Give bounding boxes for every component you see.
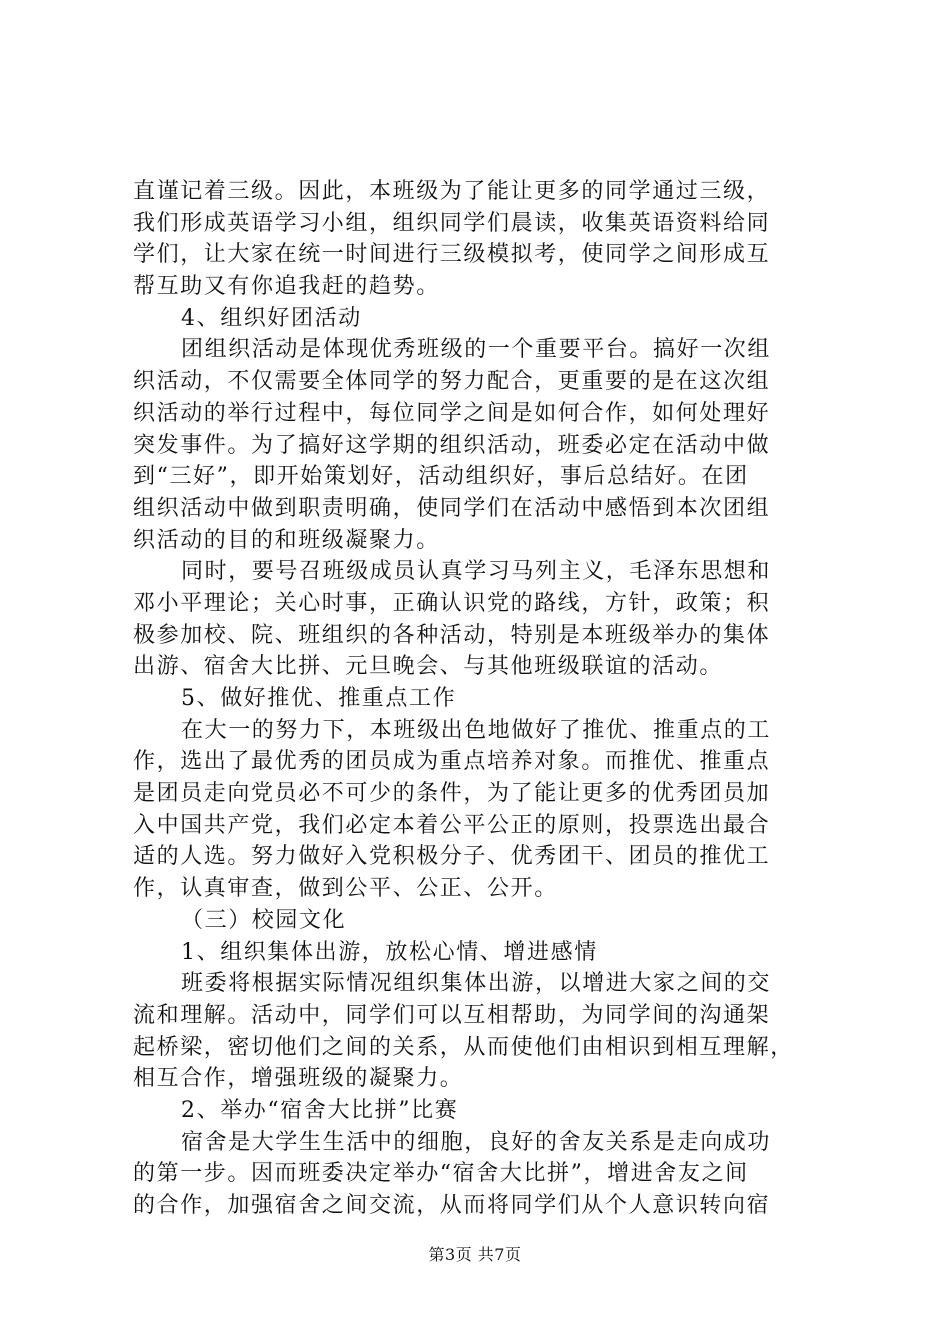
text-line: 组织活动中做到职责明确，使同学们在活动中感悟到本次团组 xyxy=(133,495,771,521)
text-line: 在大一的努力下，本班级出色地做好了推优、推重点的工 xyxy=(181,717,772,743)
text-line: 织活动的目的和班级凝聚力。 xyxy=(133,527,440,553)
text-line: 我们形成英语学习小组，组织同学们晨读，收集英语资料给同 xyxy=(133,210,771,236)
text-line: 作，认真审查，做到公平、公正、公开。 xyxy=(133,876,558,902)
text-line: 4、组织好团活动 xyxy=(181,305,362,331)
text-line: （三）校园文化 xyxy=(181,907,347,933)
text-line: 作，选出了最优秀的团员成为重点培养对象。而推优、推重点 xyxy=(133,749,771,775)
text-line: 适的人选。努力做好入党积极分子、优秀团干、团员的推优工 xyxy=(133,844,771,870)
text-line: 织活动，不仅需要全体同学的努力配合，更重要的是在这次组 xyxy=(133,369,771,395)
text-line: 1、组织集体出游，放松心情、增进感情 xyxy=(181,939,598,965)
text-line: 团组织活动是体现优秀班级的一个重要平台。搞好一次组 xyxy=(181,337,772,363)
text-line: 到“三好”，即开始策划好，活动组织好，事后总结好。在团 xyxy=(133,464,749,490)
text-line: 起桥梁，密切他们之间的关系，从而使他们由相识到相互理解， xyxy=(133,1034,794,1060)
document-body xyxy=(133,176,833,1222)
text-line: 入中国共产党，我们必定本着公平公正的原则，投票选出最合 xyxy=(133,812,771,838)
text-line: 是团员走向党员必不可少的条件，为了能让更多的优秀团员加 xyxy=(133,781,771,807)
text-line: 的合作，加强宿舍之间交流，从而将同学们从个人意识转向宿 xyxy=(133,1193,771,1218)
text-line: 极参加校、院、班组织的各种活动，特别是本班级举办的集体 xyxy=(133,622,771,648)
text-line: 邓小平理论；关心时事，正确认识党的路线，方针，政策；积 xyxy=(133,590,771,616)
text-line: 2、举办“宿舍大比拼”比赛 xyxy=(181,1097,459,1123)
text-line: 学们，让大家在统一时间进行三级模拟考，使同学之间形成互 xyxy=(133,242,771,268)
text-line: 直谨记着三级。因此，本班级为了能让更多的同学通过三级， xyxy=(133,179,771,204)
text-line: 5、做好推优、推重点工作 xyxy=(181,686,457,711)
page-footer: 第3页 共7页 xyxy=(428,1245,522,1264)
text-line: 宿舍是大学生生活中的细胞，良好的舍友关系是走向成功 xyxy=(181,1129,772,1155)
text-line: 班委将根据实际情况组织集体出游，以增进大家之间的交 xyxy=(181,971,772,997)
text-line: 出游、宿舍大比拼、元旦晚会、与其他班级联谊的活动。 xyxy=(133,654,724,680)
text-line: 流和理解。活动中，同学们可以互相帮助，为同学间的沟通架 xyxy=(133,1002,771,1028)
text-line: 突发事件。为了搞好这学期的组织活动，班委必定在活动中做 xyxy=(133,432,771,458)
text-line: 相互合作，增强班级的凝聚力。 xyxy=(133,1066,464,1092)
text-line: 织活动的举行过程中，每位同学之间是如何合作，如何处理好 xyxy=(133,400,771,426)
text-line: 帮互助又有你追我赶的趋势。 xyxy=(133,274,440,300)
text-line: 同时，要号召班级成员认真学习马列主义，毛泽东思想和 xyxy=(181,559,772,585)
text-line: 的第一步。因而班委决定举办“宿舍大比拼”，增进舍友之间 xyxy=(133,1161,749,1187)
